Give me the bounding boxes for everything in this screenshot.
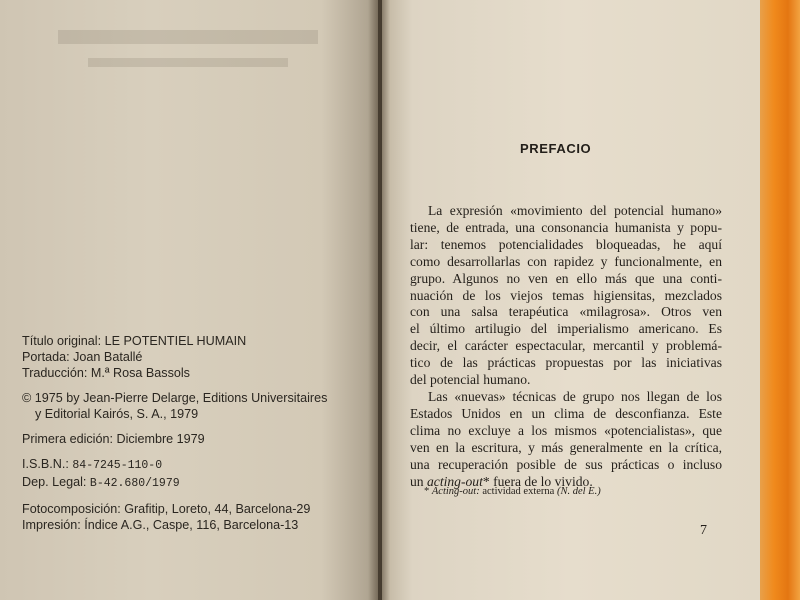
text-line: el último artilugio del imperialismo americano. Es [410, 321, 722, 337]
copyright-group [22, 390, 362, 422]
isbn-line [22, 456, 362, 474]
translation-credit: Traducción: M.ª Rosa Bassols [22, 366, 190, 380]
legal-deposit-value: B-42.680/1979 [89, 477, 180, 490]
text-line: tiene, de entrada, una consonancia humanista y popu- [410, 219, 722, 235]
text-line: grupo. Algunos no ven en ello más que una conti- [410, 270, 722, 286]
text-line: decir, el carácter espectacular, mercantil y problemá- [410, 338, 722, 354]
text-line: nuación de los viejos temas higiensitas, mezclados [410, 287, 722, 303]
text-line: lar: tenemos potencialidades bloqueadas, he aquí [410, 236, 722, 252]
text-fragment: * fuera de lo vivido. [482, 473, 593, 489]
page-title: PREFACIO [520, 141, 592, 156]
isbn-label: I.S.B.N.: [22, 457, 73, 471]
identifiers-group [22, 456, 362, 492]
text-line: clima no excluye a los mismos «potencialistas», que [410, 422, 722, 438]
italic-term: acting-out [427, 473, 483, 489]
paragraph-1 [410, 203, 722, 389]
bleed-through-marks [28, 12, 328, 82]
typesetting-line: Fotocomposición: Grafitip, Loreto, 44, Barcelona-29 [22, 502, 311, 516]
preface-body [410, 203, 722, 490]
text-line: Estados Unidos en un clima de desconfianza. Este [410, 405, 722, 421]
book-cover-edge [760, 0, 800, 600]
isbn-value: 84-7245-110-0 [72, 459, 163, 472]
page-number: 7 [700, 523, 707, 538]
legal-deposit-label: Dep. Legal: [22, 475, 90, 489]
printing-group [22, 501, 362, 533]
footnote-editor-note: (N. del E.) [556, 486, 601, 497]
footnote-term: Acting-out: [431, 486, 480, 497]
bleed-through-text [28, 12, 328, 82]
copyright-line-2: y Editorial Kairós, S. A., 1979 [35, 407, 199, 421]
text-line: Las «nuevas» técnicas de grupo nos llegan de los [428, 388, 722, 404]
footnote-mark: * [424, 486, 432, 497]
preface-page [402, 0, 722, 600]
edition-group [22, 431, 362, 447]
edition-line: Primera edición: Diciembre 1979 [22, 432, 205, 446]
paragraph-2 [410, 389, 722, 490]
text-line: tico de las prácticas propuestas por las iniciativas [410, 355, 722, 371]
copyright-line-1: © 1975 by Jean-Pierre Delarge, Editions Universitaires [22, 391, 328, 405]
colophon [22, 333, 362, 542]
cover-credit: Portada: Joan Batallé [22, 350, 143, 364]
text-line: La expresión «movimiento del potencial humano» [428, 203, 722, 218]
legal-deposit-line [22, 474, 362, 492]
text-fragment: un [410, 473, 427, 489]
credits-group [22, 333, 362, 381]
text-line: una recuperación posible de sus prácticas o incluso [410, 456, 722, 472]
text-line: ven en la escritura, y más generalmente en la crítica, [410, 439, 722, 455]
text-line: con una salsa terapéutica «milagrosa». Otros ven [410, 304, 722, 320]
original-title: Título original: LE POTENTIEL HUMAIN [22, 334, 247, 348]
footnote [424, 486, 601, 497]
book-gutter [368, 0, 390, 600]
footnote-text: actividad externa [479, 486, 557, 497]
text-line: del potencial humano. [410, 372, 531, 388]
printing-line: Impresión: Índice A.G., Caspe, 116, Barcelona-13 [22, 518, 299, 532]
text-line: como desarrollarlas con rapidez y funcionalmente, en [410, 253, 722, 269]
